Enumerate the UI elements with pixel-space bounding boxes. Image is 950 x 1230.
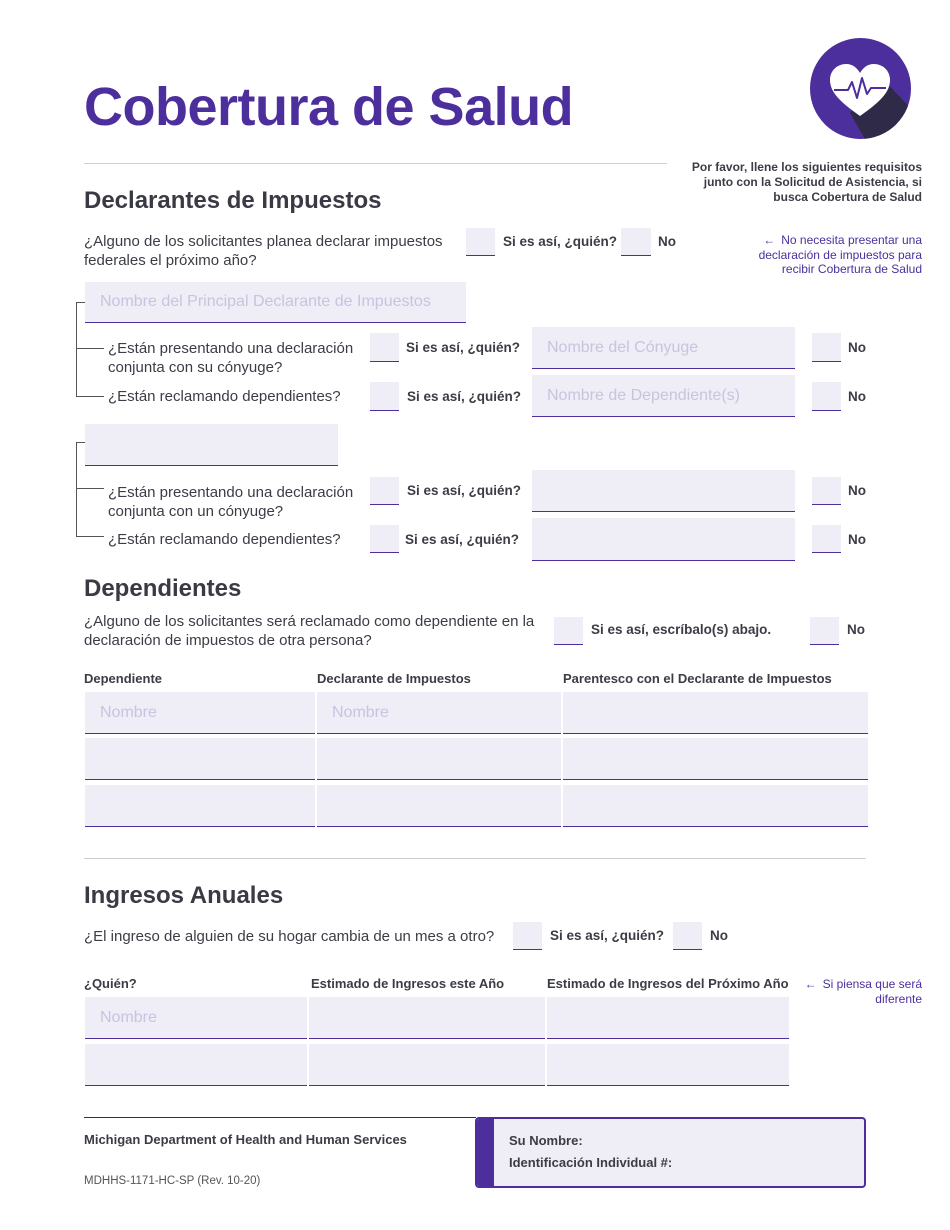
- filer1-joint-no-label: No: [848, 340, 866, 355]
- income-col-who: ¿Quién?: [84, 976, 137, 991]
- income-question: ¿El ingreso de alguien de su hogar cambia de un mes a otro?: [84, 928, 495, 945]
- dependents-yes-checkbox[interactable]: [554, 617, 583, 645]
- id-box-accent-bar: [477, 1119, 494, 1186]
- spouse-name-input[interactable]: Nombre del Cónyuge: [532, 327, 795, 369]
- tax-filers-no-label: No: [658, 234, 676, 249]
- tax-filers-yes-checkbox[interactable]: [466, 228, 495, 256]
- dependent-tax-filer-input[interactable]: [317, 785, 561, 827]
- dependents-no-label: No: [847, 622, 865, 637]
- tax-filers-yes-label: Si es así, ¿quién?: [503, 234, 618, 249]
- filer1-bracket: [76, 302, 77, 397]
- footer-divider: [84, 1117, 476, 1118]
- income-no-checkbox[interactable]: [673, 922, 702, 950]
- dependent-relationship-input[interactable]: [563, 692, 868, 734]
- section-divider: [84, 858, 866, 859]
- income-yes-checkbox[interactable]: [513, 922, 542, 950]
- filer2-joint-yes-label: Si es así, ¿quién?: [407, 483, 522, 498]
- dependent-name-input[interactable]: Nombre: [85, 692, 315, 734]
- filer1-joint-yes-checkbox[interactable]: [370, 333, 399, 362]
- filer2-dependents-question: ¿Están reclamando dependientes?: [108, 531, 341, 548]
- filer2-joint-no-label: No: [848, 483, 866, 498]
- dependents-yes-label: Si es así, escríbalo(s) abajo.: [591, 622, 772, 637]
- dependents-col-tax-filer: Declarante de Impuestos: [317, 671, 471, 686]
- second-filer-name-input[interactable]: [85, 424, 338, 466]
- primary-filer-name-input[interactable]: Nombre del Principal Declarante de Impuestos: [85, 282, 466, 323]
- page-title: Cobertura de Salud: [84, 77, 574, 137]
- income-next-year-input[interactable]: [547, 1044, 789, 1086]
- dependents-col-relationship: Parentesco con el Declarante de Impuestos: [563, 671, 832, 686]
- income-yes-label: Si es así, ¿quién?: [550, 928, 665, 943]
- tax-filers-side-note: ← No necesita presentar una declaración de impuestos para recibir Cobertura de Salud: [758, 233, 922, 276]
- filer1-dependents-yes-checkbox[interactable]: [370, 382, 399, 411]
- filer1-dependents-no-label: No: [848, 389, 866, 404]
- filer2-joint-yes-checkbox[interactable]: [370, 477, 399, 505]
- tax-filers-question: ¿Alguno de los solicitantes planea declarar impuestos federales el próximo año?: [84, 233, 443, 269]
- income-col-this-year: Estimado de Ingresos este Año: [311, 976, 505, 991]
- income-who-input[interactable]: [85, 1044, 307, 1086]
- filer1-joint-no-checkbox[interactable]: [812, 333, 841, 362]
- filer2-joint-no-checkbox[interactable]: [812, 477, 841, 505]
- your-name-label: Su Nombre:: [509, 1133, 583, 1148]
- income-next-year-input[interactable]: [547, 997, 789, 1039]
- filer1-dependents-question: ¿Están reclamando dependientes?: [108, 388, 341, 405]
- form-id: MDHHS-1171-HC-SP (Rev. 10-20): [84, 1175, 261, 1187]
- income-who-input[interactable]: Nombre: [85, 997, 307, 1039]
- income-no-label: No: [710, 928, 728, 943]
- filer2-joint-question: ¿Están presentando una declaración conjunta con un cónyuge?: [108, 484, 354, 520]
- income-this-year-input[interactable]: [309, 1044, 545, 1086]
- filer2-dependents-name-input[interactable]: [532, 518, 795, 561]
- dependent-name-input[interactable]: [85, 738, 315, 780]
- dependent-name-input[interactable]: [85, 785, 315, 827]
- heart-logo-icon: [810, 38, 911, 139]
- filer1-joint-question: ¿Están presentando una declaración conjunta con su cónyuge?: [108, 340, 354, 376]
- dependents-name-input[interactable]: Nombre de Dependiente(s): [532, 375, 795, 417]
- arrow-left-icon: ←: [763, 233, 776, 247]
- intro-note: Por favor, llene los siguientes requisitos junto con la Solicitud de Asistencia, si busca Cobertura de Salud: [691, 160, 922, 204]
- dependent-relationship-input[interactable]: [563, 785, 868, 827]
- dependent-relationship-input[interactable]: [563, 738, 868, 780]
- id-box: [475, 1117, 866, 1188]
- filer2-dependents-yes-label: Si es así, ¿quién?: [405, 532, 520, 547]
- income-col-next-year: Estimado de Ingresos del Próximo Año: [547, 976, 789, 991]
- dependents-question: ¿Alguno de los solicitantes será reclamado como dependiente en la declaración de impuestos de otra persona?: [84, 613, 535, 649]
- dependent-tax-filer-input[interactable]: Nombre: [317, 692, 561, 734]
- section-heading-dependents: Dependientes: [84, 575, 242, 602]
- individual-id-label: Identificación Individual #:: [509, 1155, 673, 1170]
- filer1-joint-yes-label: Si es así, ¿quién?: [406, 340, 521, 355]
- dependent-tax-filer-input[interactable]: [317, 738, 561, 780]
- filer1-dependents-yes-label: Si es así, ¿quién?: [407, 389, 522, 404]
- tax-filers-no-checkbox[interactable]: [621, 228, 651, 256]
- section-heading-tax-filers: Declarantes de Impuestos: [84, 187, 382, 214]
- filer2-dependents-no-checkbox[interactable]: [812, 525, 841, 553]
- section-heading-income: Ingresos Anuales: [84, 882, 284, 909]
- dependents-no-checkbox[interactable]: [810, 617, 839, 645]
- income-this-year-input[interactable]: [309, 997, 545, 1039]
- dependents-col-dependent: Dependiente: [84, 671, 163, 686]
- header-divider: [84, 163, 667, 164]
- income-side-note: ← Si piensa que será diferente: [804, 977, 922, 1006]
- filer2-bracket: [76, 442, 77, 536]
- filer2-dependents-yes-checkbox[interactable]: [370, 525, 399, 553]
- arrow-left-icon: ←: [804, 977, 817, 991]
- filer2-spouse-name-input[interactable]: [532, 470, 795, 512]
- filer2-dependents-no-label: No: [848, 532, 866, 547]
- filer1-dependents-no-checkbox[interactable]: [812, 382, 841, 411]
- department-name: Michigan Department of Health and Human Services: [84, 1132, 407, 1147]
